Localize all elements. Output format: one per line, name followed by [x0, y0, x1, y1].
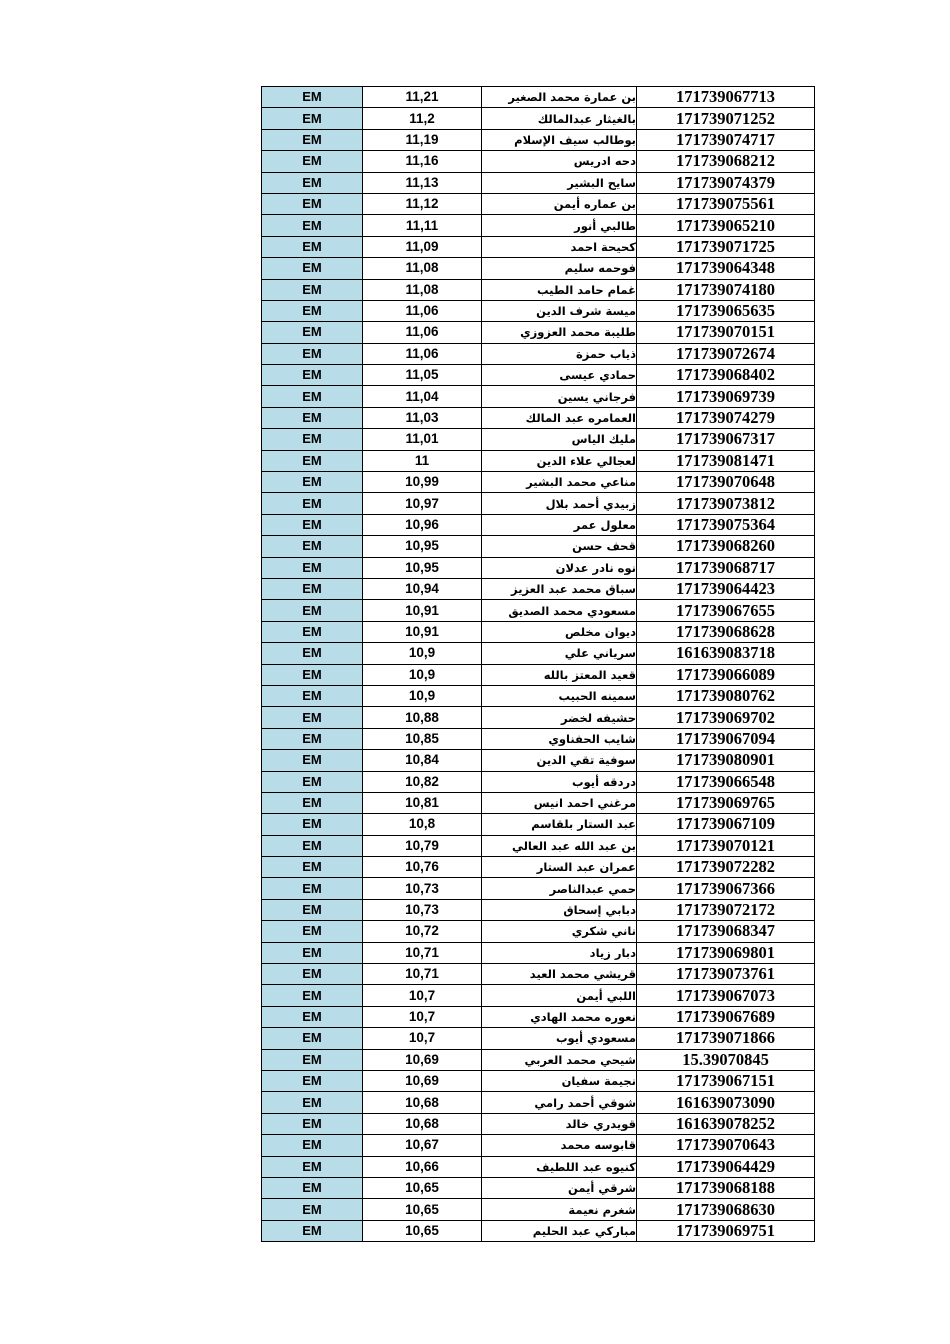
grade-cell: 10,71 — [363, 964, 482, 985]
grade-cell: 10,88 — [363, 707, 482, 728]
grade-cell: 10,68 — [363, 1113, 482, 1134]
track-cell: EM — [262, 643, 363, 664]
track-cell: EM — [262, 450, 363, 471]
student-name-cell: ديوان مخلص — [482, 621, 637, 642]
student-name-cell: معلول عمر — [482, 514, 637, 535]
table-row — [262, 1049, 815, 1070]
student-name-cell: شرقي أيمن — [482, 1177, 637, 1198]
table-row — [262, 771, 815, 792]
student-name-cell: مرغني احمد انيس — [482, 792, 637, 813]
student-name-cell: حمي عبدالناصر — [482, 878, 637, 899]
student-id-cell: 171739068188 — [637, 1177, 815, 1198]
table-row — [262, 129, 815, 150]
grade-cell: 10,65 — [363, 1199, 482, 1220]
track-cell: EM — [262, 1177, 363, 1198]
student-name-cell: سوفية تقي الدين — [482, 750, 637, 771]
track-cell: EM — [262, 1070, 363, 1091]
student-id-cell: 171739065210 — [637, 215, 815, 236]
student-name-cell: مناعي محمد البشير — [482, 472, 637, 493]
table-row — [262, 600, 815, 621]
table-row — [262, 707, 815, 728]
student-id-cell: 171739065635 — [637, 300, 815, 321]
grade-cell: 10,67 — [363, 1135, 482, 1156]
table-row — [262, 151, 815, 172]
grade-cell: 10,69 — [363, 1049, 482, 1070]
table-row — [262, 1092, 815, 1113]
track-cell: EM — [262, 899, 363, 920]
grade-cell: 10,7 — [363, 1006, 482, 1027]
student-name-cell: دردقه أيوب — [482, 771, 637, 792]
student-id-cell: 171739064423 — [637, 578, 815, 599]
track-cell: EM — [262, 664, 363, 685]
grade-cell: 10,91 — [363, 600, 482, 621]
student-name-cell: عمران عبد الستار — [482, 857, 637, 878]
track-cell: EM — [262, 878, 363, 899]
grade-cell: 11,06 — [363, 322, 482, 343]
student-name-cell: قويدري خالد — [482, 1113, 637, 1134]
grade-cell: 11 — [363, 450, 482, 471]
grade-cell: 10,73 — [363, 878, 482, 899]
grade-cell: 10,79 — [363, 835, 482, 856]
track-cell: EM — [262, 1135, 363, 1156]
track-cell: EM — [262, 536, 363, 557]
table-row — [262, 728, 815, 749]
student-name-cell: قريشي محمد العيد — [482, 964, 637, 985]
table-row — [262, 814, 815, 835]
student-id-cell: 171739066089 — [637, 664, 815, 685]
student-name-cell: سرياني علي — [482, 643, 637, 664]
student-id-cell: 171739081471 — [637, 450, 815, 471]
student-id-cell: 171739072674 — [637, 343, 815, 364]
track-cell: EM — [262, 792, 363, 813]
student-name-cell: دحه ادريس — [482, 151, 637, 172]
track-cell: EM — [262, 87, 363, 108]
student-id-cell: 171739068630 — [637, 1199, 815, 1220]
student-id-cell: 171739064348 — [637, 258, 815, 279]
track-cell: EM — [262, 814, 363, 835]
student-name-cell: حشيفه لخضر — [482, 707, 637, 728]
track-cell: EM — [262, 1049, 363, 1070]
grade-cell: 11,03 — [363, 407, 482, 428]
track-cell: EM — [262, 1156, 363, 1177]
student-id-cell: 171739067109 — [637, 814, 815, 835]
student-name-cell: ميسة شرف الدين — [482, 300, 637, 321]
table-row — [262, 450, 815, 471]
student-id-cell: 171739073812 — [637, 493, 815, 514]
student-name-cell: مليك الياس — [482, 429, 637, 450]
table-row — [262, 108, 815, 129]
table-row — [262, 1199, 815, 1220]
student-id-cell: 171739071866 — [637, 1028, 815, 1049]
table-row — [262, 1006, 815, 1027]
table-row — [262, 472, 815, 493]
table-row — [262, 87, 815, 108]
track-cell: EM — [262, 322, 363, 343]
track-cell: EM — [262, 215, 363, 236]
student-id-cell: 171739068212 — [637, 151, 815, 172]
results-table — [261, 86, 815, 1242]
student-name-cell: طالبي أنور — [482, 215, 637, 236]
track-cell: EM — [262, 193, 363, 214]
grade-cell: 11,21 — [363, 87, 482, 108]
student-name-cell: بالغيثار عبدالمالك — [482, 108, 637, 129]
grade-cell: 10,76 — [363, 857, 482, 878]
student-name-cell: نوه نادر عدلان — [482, 557, 637, 578]
track-cell: EM — [262, 343, 363, 364]
table-row — [262, 578, 815, 599]
student-name-cell: بن عمارة محمد الصغير — [482, 87, 637, 108]
student-name-cell: فرجاني يسين — [482, 386, 637, 407]
grade-cell: 10,81 — [363, 792, 482, 813]
grade-cell: 11,13 — [363, 172, 482, 193]
student-id-cell: 171739067689 — [637, 1006, 815, 1027]
student-id-cell: 171739064429 — [637, 1156, 815, 1177]
student-name-cell: اللبي أيمن — [482, 985, 637, 1006]
grade-cell: 10,66 — [363, 1156, 482, 1177]
student-name-cell: عبد الستار بلقاسم — [482, 814, 637, 835]
grade-cell: 10,7 — [363, 985, 482, 1006]
grade-cell: 10,85 — [363, 728, 482, 749]
student-id-cell: 171739074180 — [637, 279, 815, 300]
grade-cell: 10,96 — [363, 514, 482, 535]
table-row — [262, 942, 815, 963]
track-cell: EM — [262, 386, 363, 407]
track-cell: EM — [262, 493, 363, 514]
grade-cell: 10,65 — [363, 1177, 482, 1198]
student-id-cell: 171739074279 — [637, 407, 815, 428]
student-name-cell: شيحي محمد العربي — [482, 1049, 637, 1070]
track-cell: EM — [262, 172, 363, 193]
student-id-cell: 171739068260 — [637, 536, 815, 557]
table-row — [262, 792, 815, 813]
student-name-cell: شايب الحفناوي — [482, 728, 637, 749]
grade-cell: 10,9 — [363, 685, 482, 706]
student-id-cell: 171739070151 — [637, 322, 815, 343]
track-cell: EM — [262, 578, 363, 599]
table-row — [262, 1220, 815, 1241]
student-id-cell: 171739069739 — [637, 386, 815, 407]
grade-cell: 10,99 — [363, 472, 482, 493]
track-cell: EM — [262, 621, 363, 642]
grade-cell: 11,2 — [363, 108, 482, 129]
grade-cell: 11,11 — [363, 215, 482, 236]
track-cell: EM — [262, 258, 363, 279]
grade-cell: 11,06 — [363, 343, 482, 364]
table-row — [262, 750, 815, 771]
track-cell: EM — [262, 514, 363, 535]
table-row — [262, 215, 815, 236]
grade-cell: 10,65 — [363, 1220, 482, 1241]
table-row — [262, 1028, 815, 1049]
student-id-cell: 171739071725 — [637, 236, 815, 257]
student-name-cell: بن عماره أيمن — [482, 193, 637, 214]
student-name-cell: سباق محمد عبد العزيز — [482, 578, 637, 599]
track-cell: EM — [262, 1199, 363, 1220]
student-id-cell: 171739075364 — [637, 514, 815, 535]
student-name-cell: سايح البشير — [482, 172, 637, 193]
table-row — [262, 236, 815, 257]
track-cell: EM — [262, 279, 363, 300]
student-name-cell: حمادي عيسى — [482, 365, 637, 386]
table-row — [262, 557, 815, 578]
student-name-cell: طليبة محمد العزوزي — [482, 322, 637, 343]
track-cell: EM — [262, 1092, 363, 1113]
grade-cell: 10,95 — [363, 557, 482, 578]
table-row — [262, 685, 815, 706]
student-id-cell: 171739067317 — [637, 429, 815, 450]
track-cell: EM — [262, 750, 363, 771]
student-name-cell: فوحمه سليم — [482, 258, 637, 279]
table-row — [262, 258, 815, 279]
grade-cell: 10,7 — [363, 1028, 482, 1049]
student-id-cell: 171739070121 — [637, 835, 815, 856]
grade-cell: 10,82 — [363, 771, 482, 792]
track-cell: EM — [262, 365, 363, 386]
table-row — [262, 407, 815, 428]
student-name-cell: قابوسه محمد — [482, 1135, 637, 1156]
student-id-cell: 171739075561 — [637, 193, 815, 214]
table-row — [262, 386, 815, 407]
track-cell: EM — [262, 1220, 363, 1241]
student-name-cell: العمامره عبد المالك — [482, 407, 637, 428]
track-cell: EM — [262, 964, 363, 985]
track-cell: EM — [262, 429, 363, 450]
student-id-cell: 171739073761 — [637, 964, 815, 985]
table-row — [262, 921, 815, 942]
student-name-cell: غمام حامد الطيب — [482, 279, 637, 300]
grade-cell: 10,97 — [363, 493, 482, 514]
table-row — [262, 878, 815, 899]
student-id-cell: 161639078252 — [637, 1113, 815, 1134]
student-name-cell: ناني شكري — [482, 921, 637, 942]
table-row — [262, 985, 815, 1006]
student-id-cell: 171739080762 — [637, 685, 815, 706]
student-name-cell: نعوره محمد الهادي — [482, 1006, 637, 1027]
grade-cell: 11,01 — [363, 429, 482, 450]
student-id-cell: 171739070643 — [637, 1135, 815, 1156]
student-name-cell: كنيوه عبد اللطيف — [482, 1156, 637, 1177]
student-name-cell: قحف حسن — [482, 536, 637, 557]
student-id-cell: 171739072282 — [637, 857, 815, 878]
table-row — [262, 857, 815, 878]
student-id-cell: 171739068347 — [637, 921, 815, 942]
track-cell: EM — [262, 771, 363, 792]
grade-cell: 11,19 — [363, 129, 482, 150]
table-row — [262, 1177, 815, 1198]
track-cell: EM — [262, 151, 363, 172]
student-name-cell: شوقي أحمد رامي — [482, 1092, 637, 1113]
table-row — [262, 193, 815, 214]
table-row — [262, 493, 815, 514]
student-id-cell: 171739067094 — [637, 728, 815, 749]
student-name-cell: بوطالب سيف الإسلام — [482, 129, 637, 150]
student-name-cell: مسعودي أيوب — [482, 1028, 637, 1049]
track-cell: EM — [262, 921, 363, 942]
student-id-cell: 171739069751 — [637, 1220, 815, 1241]
student-name-cell: زبيدي أحمد بلال — [482, 493, 637, 514]
track-cell: EM — [262, 108, 363, 129]
table-row — [262, 322, 815, 343]
table-row — [262, 621, 815, 642]
grade-cell: 10,73 — [363, 899, 482, 920]
grade-cell: 10,9 — [363, 643, 482, 664]
student-id-cell: 171739069765 — [637, 792, 815, 813]
grade-cell: 10,94 — [363, 578, 482, 599]
track-cell: EM — [262, 685, 363, 706]
track-cell: EM — [262, 472, 363, 493]
student-id-cell: 171739067073 — [637, 985, 815, 1006]
student-name-cell: مسعودي محمد الصديق — [482, 600, 637, 621]
table-row — [262, 300, 815, 321]
student-name-cell: سمينه الحبيب — [482, 685, 637, 706]
track-cell: EM — [262, 129, 363, 150]
track-cell: EM — [262, 985, 363, 1006]
table-row — [262, 429, 815, 450]
track-cell: EM — [262, 1113, 363, 1134]
track-cell: EM — [262, 942, 363, 963]
table-row — [262, 835, 815, 856]
grade-cell: 10,69 — [363, 1070, 482, 1091]
student-id-cell: 171739067366 — [637, 878, 815, 899]
track-cell: EM — [262, 407, 363, 428]
student-id-cell: 171739069801 — [637, 942, 815, 963]
grade-cell: 10,71 — [363, 942, 482, 963]
track-cell: EM — [262, 857, 363, 878]
table-row — [262, 343, 815, 364]
table-row — [262, 536, 815, 557]
grade-cell: 10,91 — [363, 621, 482, 642]
student-name-cell: قعيد المعتز بالله — [482, 664, 637, 685]
student-id-cell: 15.39070845 — [637, 1049, 815, 1070]
student-id-cell: 171739071252 — [637, 108, 815, 129]
table-row — [262, 899, 815, 920]
student-id-cell: 161639073090 — [637, 1092, 815, 1113]
track-cell: EM — [262, 835, 363, 856]
student-id-cell: 171739068402 — [637, 365, 815, 386]
student-id-cell: 171739072172 — [637, 899, 815, 920]
results-table-body — [262, 87, 815, 1242]
grade-cell: 11,09 — [363, 236, 482, 257]
grade-cell: 11,06 — [363, 300, 482, 321]
student-name-cell: دبار زياد — [482, 942, 637, 963]
grade-cell: 11,08 — [363, 279, 482, 300]
student-name-cell: مباركي عبد الحليم — [482, 1220, 637, 1241]
student-name-cell: بن عبد الله عبد العالي — [482, 835, 637, 856]
student-id-cell: 171739067655 — [637, 600, 815, 621]
student-name-cell: لعجالي علاء الدين — [482, 450, 637, 471]
grade-cell: 11,08 — [363, 258, 482, 279]
grade-cell: 11,16 — [363, 151, 482, 172]
grade-cell: 11,05 — [363, 365, 482, 386]
grade-cell: 10,95 — [363, 536, 482, 557]
student-id-cell: 171739067151 — [637, 1070, 815, 1091]
grade-cell: 10,8 — [363, 814, 482, 835]
table-row — [262, 964, 815, 985]
track-cell: EM — [262, 1006, 363, 1027]
student-name-cell: نجيمة سفيان — [482, 1070, 637, 1091]
table-row — [262, 1135, 815, 1156]
student-id-cell: 171739070648 — [637, 472, 815, 493]
grade-cell: 11,04 — [363, 386, 482, 407]
table-row — [262, 1070, 815, 1091]
student-id-cell: 171739066548 — [637, 771, 815, 792]
track-cell: EM — [262, 557, 363, 578]
table-row — [262, 643, 815, 664]
student-id-cell: 171739069702 — [637, 707, 815, 728]
grade-cell: 10,72 — [363, 921, 482, 942]
student-name-cell: كحيحة احمد — [482, 236, 637, 257]
student-name-cell: ذياب حمزة — [482, 343, 637, 364]
student-id-cell: 171739068628 — [637, 621, 815, 642]
track-cell: EM — [262, 236, 363, 257]
track-cell: EM — [262, 728, 363, 749]
student-id-cell: 171739080901 — [637, 750, 815, 771]
grade-cell: 10,84 — [363, 750, 482, 771]
grade-cell: 10,9 — [363, 664, 482, 685]
student-name-cell: دبابي إسحاق — [482, 899, 637, 920]
grade-cell: 10,68 — [363, 1092, 482, 1113]
grade-cell: 11,12 — [363, 193, 482, 214]
table-row — [262, 1156, 815, 1177]
track-cell: EM — [262, 300, 363, 321]
table-row — [262, 365, 815, 386]
track-cell: EM — [262, 707, 363, 728]
student-id-cell: 171739074379 — [637, 172, 815, 193]
student-id-cell: 171739068717 — [637, 557, 815, 578]
student-id-cell: 171739067713 — [637, 87, 815, 108]
table-row — [262, 1113, 815, 1134]
track-cell: EM — [262, 600, 363, 621]
table-row — [262, 514, 815, 535]
table-row — [262, 172, 815, 193]
student-id-cell: 161639083718 — [637, 643, 815, 664]
student-id-cell: 171739074717 — [637, 129, 815, 150]
table-row — [262, 664, 815, 685]
student-name-cell: شغرم نعيمة — [482, 1199, 637, 1220]
table-row — [262, 279, 815, 300]
track-cell: EM — [262, 1028, 363, 1049]
